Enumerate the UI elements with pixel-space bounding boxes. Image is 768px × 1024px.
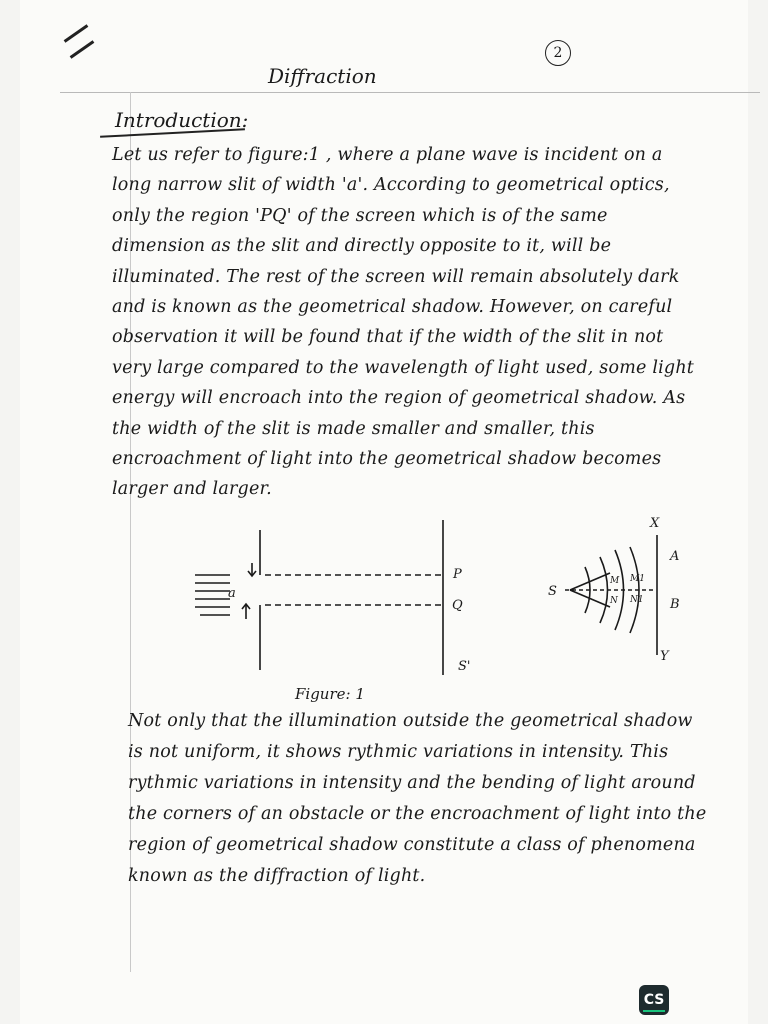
label-s-prime: S' <box>458 659 471 674</box>
figure-1-diagram <box>190 505 710 685</box>
page-number: 2 <box>545 40 571 66</box>
label-s: S <box>548 584 557 599</box>
label-slit-width: a <box>228 586 236 601</box>
staple-mark <box>70 40 95 59</box>
label-y: Y <box>660 649 669 664</box>
label-m1: M1 <box>630 574 645 584</box>
camscanner-logo-icon: CS <box>639 985 669 1015</box>
label-q: Q <box>452 598 463 613</box>
intro-paragraph: Let us refer to figure:1 , where a plane wave is incident on a long narrow slit of width 'a'. According to geometrical optics, only the region 'PQ' of the screen which is of the same dimension as the slit and directly opposite to it, will be illuminated. The rest of the screen will remain absolutely dark and is known as the geometrical shadow. However, on careful observation it will be found that if the width of the slit in not very large compared to the wavelength of light used, some light energy will encroach into the region of geometrical shadow. As the width of the slit is made smaller and smaller, this encroachment of light into the geometrical shadow becomes larger and larger. <box>112 145 695 500</box>
label-a-point: A <box>670 549 680 564</box>
figure-caption: Figure: 1 <box>295 685 365 703</box>
label-x: X <box>650 516 660 531</box>
label-p: P <box>453 567 462 582</box>
header-rule <box>60 92 760 93</box>
page-title: Diffraction <box>268 64 377 88</box>
label-m: M <box>610 576 620 586</box>
staple-mark <box>64 24 89 43</box>
section-heading: Introduction: <box>115 108 249 132</box>
label-n: N <box>610 596 618 606</box>
diffraction-paragraph: Not only that the illumination outside the geometrical shadow is not uniform, it shows rythmic variations in intensity. This rythmic variations in intensity and the bending of light around the corners of an obstacle or the encroachment of light into the region of geometrical shadow constitute a class of phenomena known as the diffraction of light. <box>128 711 707 886</box>
label-b-point: B <box>670 597 680 612</box>
label-n1: N1 <box>630 595 644 605</box>
